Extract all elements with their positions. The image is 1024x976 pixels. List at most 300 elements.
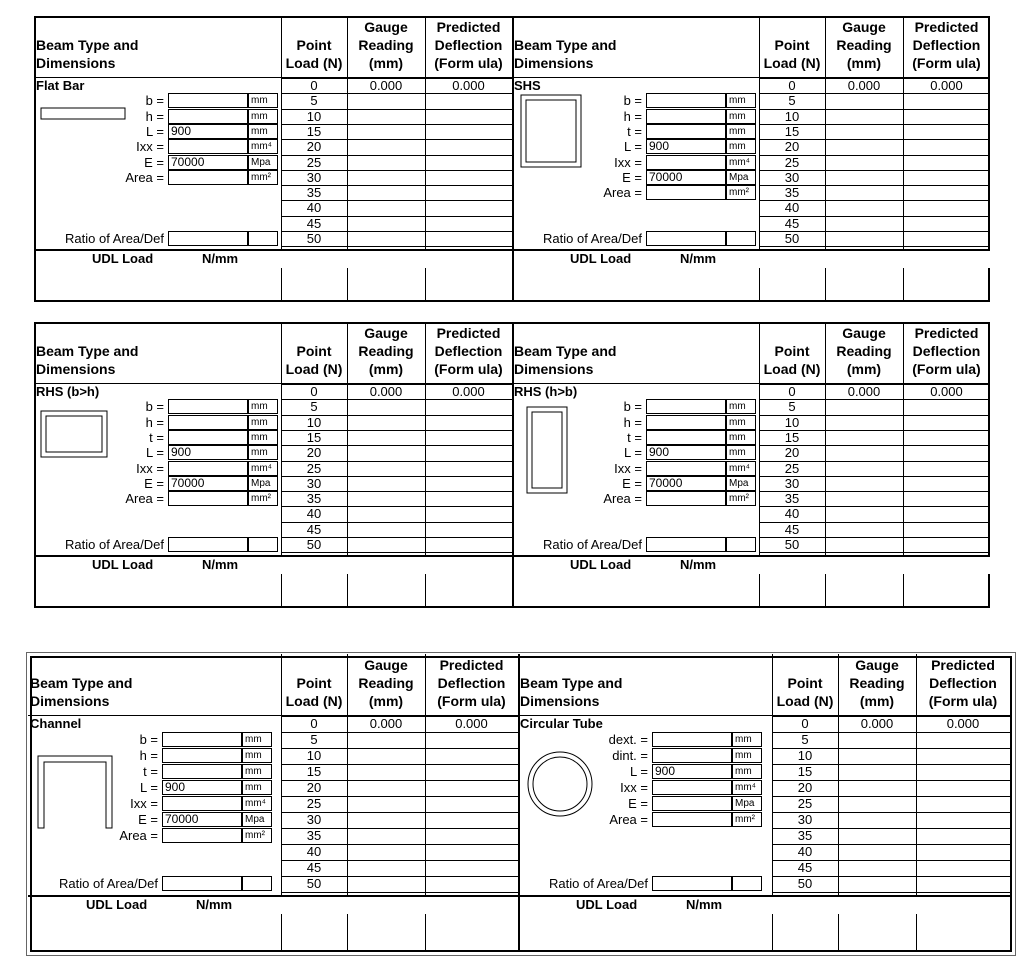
point-load-value: 20 (306, 445, 322, 461)
header-gauge-reading: Reading (358, 675, 414, 691)
param-unit: mm⁴ (732, 780, 762, 795)
ratio-area-def-field[interactable] (168, 537, 248, 552)
beam-type-name: SHS (514, 78, 541, 93)
param-label: t = (627, 429, 642, 445)
param-label: h = (145, 414, 164, 430)
point-load-value: 50 (784, 231, 800, 246)
point-load-value: 10 (784, 414, 800, 430)
point-load-value: 30 (784, 475, 800, 491)
header-gauge-reading: (mm) (368, 361, 404, 377)
param-input-field[interactable] (168, 139, 248, 154)
point-load-value: 40 (784, 506, 800, 522)
point-load-value: 20 (306, 139, 322, 155)
param-input-field[interactable] (162, 732, 242, 747)
param-unit: Mpa (726, 476, 756, 491)
rhs-tall-section-diagram (526, 406, 570, 496)
param-input-field[interactable] (162, 828, 242, 843)
point-load-value: 30 (306, 812, 322, 827)
udl-load-label: UDL Load (92, 251, 154, 267)
ratio-area-def-label: Ratio of Area/Def (543, 231, 642, 246)
gauge-reading-cell[interactable]: 0.000 (847, 384, 881, 399)
param-label: L = (624, 445, 642, 461)
param-input-field[interactable] (162, 764, 242, 779)
udl-load-value-field[interactable] (281, 897, 518, 914)
header-load: Load (N) (776, 693, 834, 709)
flat-bar-section-diagram (40, 106, 130, 122)
udl-load-value-field[interactable] (281, 557, 512, 574)
param-label: b = (145, 399, 164, 415)
param-input-field[interactable]: 70000 (168, 476, 248, 491)
param-unit: mm (242, 748, 272, 763)
header-predicted-deflection: Predicted (914, 325, 979, 341)
point-load-value: 5 (788, 93, 796, 109)
point-load-value: 20 (784, 445, 800, 461)
param-label: Ixx = (136, 139, 164, 155)
point-load-value: 50 (306, 876, 322, 891)
param-input-field[interactable] (646, 109, 726, 124)
grid-row-line (759, 246, 990, 247)
udl-load-unit: N/mm (196, 897, 233, 912)
param-label: Area = (125, 491, 164, 507)
param-label: h = (623, 108, 642, 124)
header-gauge-reading: Reading (836, 37, 892, 53)
header-predicted-deflection: Predicted (931, 657, 995, 673)
header-gauge-reading: (mm) (368, 55, 404, 71)
beam-type-name: Flat Bar (36, 78, 85, 93)
rhs-wide-section-diagram (40, 410, 110, 460)
param-unit: mm⁴ (726, 155, 756, 170)
grid-row-line (512, 77, 990, 78)
beam-panel-5 (28, 654, 518, 976)
grid-row-line (512, 383, 990, 384)
header-gauge-reading: (mm) (846, 55, 882, 71)
point-load-value: 40 (306, 506, 322, 522)
param-label: Area = (125, 169, 164, 185)
point-load-value: 15 (306, 123, 322, 139)
param-input-field[interactable] (168, 491, 248, 506)
udl-load-label: UDL Load (86, 897, 148, 912)
predicted-deflection-cell: 0.000 (452, 78, 485, 93)
header-predicted-deflection: (Form ula) (434, 55, 503, 71)
beam-type-name: RHS (b>h) (36, 384, 100, 399)
header-point: Point (296, 343, 332, 359)
header-dimensions: Dimensions (30, 693, 110, 709)
param-unit: mm (242, 780, 272, 795)
header-dimensions: Dimensions (36, 55, 116, 71)
point-load-value: 50 (306, 537, 322, 552)
param-input-field[interactable]: 70000 (168, 155, 248, 170)
point-load-value: 15 (797, 764, 813, 779)
grid-row-line (28, 715, 518, 716)
point-load-value: 5 (310, 732, 318, 747)
predicted-deflection-cell: 0.000 (452, 384, 485, 399)
param-unit: mm⁴ (248, 461, 278, 476)
param-label: Area = (603, 185, 642, 201)
param-label: Ixx = (620, 780, 648, 795)
point-load-value: 5 (310, 399, 318, 415)
header-dimensions: Dimensions (36, 361, 116, 377)
header-point: Point (774, 37, 810, 53)
udl-load-value-field[interactable] (281, 251, 512, 268)
param-unit: mm (726, 399, 756, 414)
point-load-value: 45 (306, 215, 322, 231)
predicted-deflection-cell: 0.000 (946, 716, 980, 731)
beam-panel-6 (518, 654, 1010, 976)
point-load-value: 5 (310, 93, 318, 109)
point-load-value: 35 (306, 185, 322, 201)
point-load-value: 15 (784, 429, 800, 445)
param-input-field[interactable] (168, 109, 248, 124)
param-input-field[interactable] (168, 93, 248, 108)
point-load-value: 30 (306, 169, 322, 185)
header-predicted-deflection: Deflection (912, 37, 981, 53)
param-unit: mm² (248, 491, 278, 506)
header-beam-type: Beam Type and (36, 343, 139, 359)
udl-load-label: UDL Load (570, 251, 632, 267)
udl-load-label: UDL Load (570, 557, 632, 573)
param-unit: mm⁴ (248, 139, 278, 154)
param-label: t = (143, 764, 158, 779)
header-load: Load (N) (285, 361, 343, 377)
point-load-value: 35 (306, 828, 322, 843)
header-gauge-reading: Gauge (364, 657, 408, 673)
point-load-value: 0 (788, 384, 796, 399)
param-label: E = (144, 475, 164, 491)
param-label: E = (622, 169, 642, 185)
grid-row-line (281, 246, 512, 247)
param-unit: Mpa (248, 476, 278, 491)
param-input-field[interactable]: 900 (168, 124, 248, 139)
ratio-area-def-label: Ratio of Area/Def (65, 537, 164, 552)
param-label: E = (138, 812, 158, 827)
gauge-reading-cell[interactable]: 0.000 (860, 716, 894, 731)
param-unit: mm (726, 93, 756, 108)
param-label: Ixx = (614, 460, 642, 476)
header-gauge-reading: Reading (849, 675, 905, 691)
param-input-field[interactable] (168, 170, 248, 185)
param-input-field[interactable] (652, 780, 732, 795)
param-label: b = (623, 93, 642, 109)
point-load-value: 20 (797, 780, 813, 795)
param-unit: mm (248, 124, 278, 139)
param-unit: mm (726, 109, 756, 124)
udl-load-unit: N/mm (680, 557, 717, 573)
param-unit: mm (726, 415, 756, 430)
header-load: Load (N) (285, 693, 343, 709)
point-load-value: 0 (310, 716, 318, 731)
gauge-reading-cell[interactable]: 0.000 (847, 78, 881, 93)
param-unit: mm (726, 445, 756, 460)
beam-type-name: Channel (30, 716, 82, 731)
header-predicted-deflection: Predicted (436, 325, 501, 341)
ratio-area-def-field[interactable] (652, 876, 732, 891)
ratio-area-def-field[interactable] (162, 876, 242, 891)
point-load-value: 40 (797, 844, 813, 859)
ratio-unit-cell (248, 231, 278, 246)
ratio-area-def-label: Ratio of Area/Def (543, 537, 642, 552)
point-load-value: 15 (784, 123, 800, 139)
param-input-field[interactable]: 900 (162, 780, 242, 795)
param-unit: mm (248, 93, 278, 108)
param-input-field[interactable] (646, 185, 726, 200)
point-load-value: 5 (788, 399, 796, 415)
param-input-field[interactable] (646, 415, 726, 430)
header-load: Load (N) (763, 361, 821, 377)
param-unit: mm² (726, 185, 756, 200)
param-input-field[interactable] (646, 124, 726, 139)
shs-section-diagram (520, 94, 584, 170)
param-unit: mm (732, 732, 762, 747)
param-input-field[interactable]: 70000 (162, 812, 242, 827)
param-input-field[interactable]: 900 (168, 445, 248, 460)
header-predicted-deflection: Deflection (437, 675, 506, 691)
point-load-value: 10 (306, 414, 322, 430)
grid-row-line (281, 892, 518, 893)
param-input-field[interactable] (168, 415, 248, 430)
param-unit: mm (732, 764, 762, 779)
grid-row-line (759, 552, 990, 553)
point-load-value: 50 (784, 537, 800, 552)
param-input-field[interactable] (168, 399, 248, 414)
param-unit: mm (726, 124, 756, 139)
param-input-field[interactable] (646, 93, 726, 108)
ratio-unit-cell (726, 537, 756, 552)
header-predicted-deflection: Predicted (436, 19, 501, 35)
header-load: Load (N) (763, 55, 821, 71)
param-label: b = (623, 399, 642, 415)
point-load-value: 20 (784, 139, 800, 155)
udl-load-value-field[interactable] (759, 251, 990, 268)
param-unit: mm (242, 732, 272, 747)
ratio-area-def-label: Ratio of Area/Def (59, 876, 158, 891)
header-gauge-reading: Gauge (364, 325, 408, 341)
param-unit: mm² (248, 170, 278, 185)
param-input-field[interactable]: 900 (646, 445, 726, 460)
param-unit: Mpa (732, 796, 762, 811)
param-input-field[interactable] (162, 796, 242, 811)
param-unit: mm⁴ (726, 461, 756, 476)
point-load-value: 5 (801, 732, 809, 747)
point-load-value: 20 (306, 780, 322, 795)
param-label: Area = (603, 491, 642, 507)
header-beam-type: Beam Type and (514, 37, 617, 53)
header-point: Point (296, 37, 332, 53)
point-load-value: 0 (801, 716, 809, 731)
param-label: L = (630, 764, 648, 779)
ratio-unit-cell (726, 231, 756, 246)
udl-load-value-field[interactable] (759, 557, 990, 574)
point-load-value: 25 (784, 460, 800, 476)
udl-load-label: UDL Load (576, 897, 638, 912)
ratio-area-def-field[interactable] (168, 231, 248, 246)
circular-tube-section-diagram (526, 750, 596, 820)
param-input-field[interactable] (646, 461, 726, 476)
grid-row-line (34, 77, 512, 78)
point-load-value: 25 (306, 796, 322, 811)
header-predicted-deflection: Deflection (912, 343, 981, 359)
param-unit: mm (248, 430, 278, 445)
param-input-field[interactable] (652, 812, 732, 827)
param-label: h = (145, 108, 164, 124)
ratio-unit-cell (242, 876, 272, 891)
param-input-field[interactable] (646, 155, 726, 170)
point-load-value: 25 (306, 460, 322, 476)
point-load-value: 45 (797, 860, 813, 875)
header-beam-type: Beam Type and (520, 675, 623, 691)
beam-type-name: RHS (h>b) (514, 384, 578, 399)
point-load-value: 10 (306, 108, 322, 124)
point-load-value: 15 (306, 764, 322, 779)
point-load-value: 40 (784, 200, 800, 216)
header-predicted-deflection: Deflection (434, 343, 503, 359)
point-load-value: 40 (306, 200, 322, 216)
header-point: Point (787, 675, 823, 691)
point-load-value: 40 (306, 844, 322, 859)
point-load-value: 25 (797, 796, 813, 811)
point-load-value: 35 (784, 185, 800, 201)
param-label: Ixx = (136, 460, 164, 476)
header-gauge-reading: (mm) (846, 361, 882, 377)
param-input-field[interactable] (646, 491, 726, 506)
channel-section-diagram (36, 754, 116, 830)
param-label: L = (146, 123, 164, 139)
param-label: h = (139, 748, 158, 763)
header-gauge-reading: (mm) (859, 693, 895, 709)
point-load-value: 30 (306, 475, 322, 491)
predicted-deflection-cell: 0.000 (455, 716, 488, 731)
param-unit: mm (248, 399, 278, 414)
point-load-value: 35 (797, 828, 813, 843)
param-label: L = (146, 445, 164, 461)
header-dimensions: Dimensions (514, 361, 594, 377)
param-input-field[interactable] (168, 461, 248, 476)
header-load: Load (N) (285, 55, 343, 71)
header-predicted-deflection: Predicted (439, 657, 504, 673)
point-load-value: 25 (306, 154, 322, 170)
point-load-value: 45 (306, 860, 322, 875)
header-gauge-reading: Reading (358, 343, 414, 359)
header-predicted-deflection: (Form ula) (437, 693, 506, 709)
point-load-value: 50 (797, 876, 813, 891)
header-gauge-reading: Gauge (364, 19, 408, 35)
header-dimensions: Dimensions (520, 693, 600, 709)
udl-load-unit: N/mm (686, 897, 723, 912)
param-input-field[interactable] (652, 796, 732, 811)
grid-row-line (518, 715, 1010, 716)
param-unit: mm² (242, 828, 272, 843)
gauge-reading-cell[interactable]: 0.000 (369, 78, 403, 93)
param-label: h = (623, 414, 642, 430)
header-gauge-reading: Reading (836, 343, 892, 359)
udl-load-unit: N/mm (680, 251, 717, 267)
grid-row-line (772, 892, 1010, 893)
param-label: L = (624, 139, 642, 155)
point-load-value: 30 (784, 169, 800, 185)
param-unit: mm (248, 109, 278, 124)
param-unit: mm² (726, 491, 756, 506)
gauge-reading-cell[interactable]: 0.000 (369, 716, 403, 731)
beam-type-name: Circular Tube (520, 716, 603, 731)
point-load-value: 35 (784, 491, 800, 507)
header-point: Point (296, 675, 332, 691)
gauge-reading-cell[interactable]: 0.000 (369, 384, 403, 399)
param-label: dext. = (608, 732, 648, 747)
grid-row-line (34, 383, 512, 384)
header-beam-type: Beam Type and (514, 343, 617, 359)
param-input-field[interactable]: 900 (646, 139, 726, 154)
param-label: E = (628, 796, 648, 811)
param-unit: mm (248, 415, 278, 430)
param-label: t = (149, 429, 164, 445)
header-predicted-deflection: Predicted (914, 19, 979, 35)
param-unit: mm (248, 445, 278, 460)
point-load-value: 0 (310, 384, 318, 399)
param-input-field[interactable]: 900 (652, 764, 732, 779)
header-predicted-deflection: Deflection (434, 37, 503, 53)
ratio-unit-cell (248, 537, 278, 552)
param-label: Ixx = (130, 796, 158, 811)
param-label: b = (145, 93, 164, 109)
param-input-field[interactable] (162, 748, 242, 763)
param-label: b = (139, 732, 158, 747)
point-load-value: 45 (306, 521, 322, 537)
param-label: E = (622, 475, 642, 491)
point-load-value: 0 (788, 78, 796, 93)
header-predicted-deflection: (Form ula) (928, 693, 998, 709)
udl-load-value-field[interactable] (772, 897, 1010, 914)
point-load-value: 10 (784, 108, 800, 124)
param-unit: Mpa (726, 170, 756, 185)
point-load-value: 45 (784, 521, 800, 537)
param-input-field[interactable] (646, 430, 726, 445)
param-label: dint. = (612, 748, 648, 763)
udl-load-unit: N/mm (202, 251, 239, 267)
param-input-field[interactable] (646, 399, 726, 414)
param-unit: mm (726, 139, 756, 154)
param-input-field[interactable] (168, 430, 248, 445)
ratio-unit-cell (732, 876, 762, 891)
point-load-value: 0 (310, 78, 318, 93)
param-label: Area = (609, 812, 648, 827)
header-dimensions: Dimensions (514, 55, 594, 71)
param-label: t = (627, 123, 642, 139)
param-unit: mm (726, 430, 756, 445)
header-gauge-reading: Reading (358, 37, 414, 53)
point-load-value: 10 (306, 748, 322, 763)
point-load-value: 30 (797, 812, 813, 827)
header-gauge-reading: Gauge (855, 657, 899, 673)
param-input-field[interactable] (652, 732, 732, 747)
param-label: E = (144, 154, 164, 170)
header-predicted-deflection: (Form ula) (912, 55, 981, 71)
ratio-area-def-label: Ratio of Area/Def (65, 231, 164, 246)
param-input-field[interactable]: 70000 (646, 170, 726, 185)
header-predicted-deflection: (Form ula) (912, 361, 981, 377)
header-beam-type: Beam Type and (36, 37, 139, 53)
ratio-area-def-field[interactable] (646, 231, 726, 246)
param-input-field[interactable] (652, 748, 732, 763)
grid-row-line (281, 552, 512, 553)
header-beam-type: Beam Type and (30, 675, 133, 691)
predicted-deflection-cell: 0.000 (930, 78, 963, 93)
header-point: Point (774, 343, 810, 359)
header-gauge-reading: Gauge (842, 325, 886, 341)
ratio-area-def-field[interactable] (646, 537, 726, 552)
udl-load-label: UDL Load (92, 557, 154, 573)
param-label: Area = (119, 828, 158, 843)
param-input-field[interactable]: 70000 (646, 476, 726, 491)
param-unit: mm (242, 764, 272, 779)
